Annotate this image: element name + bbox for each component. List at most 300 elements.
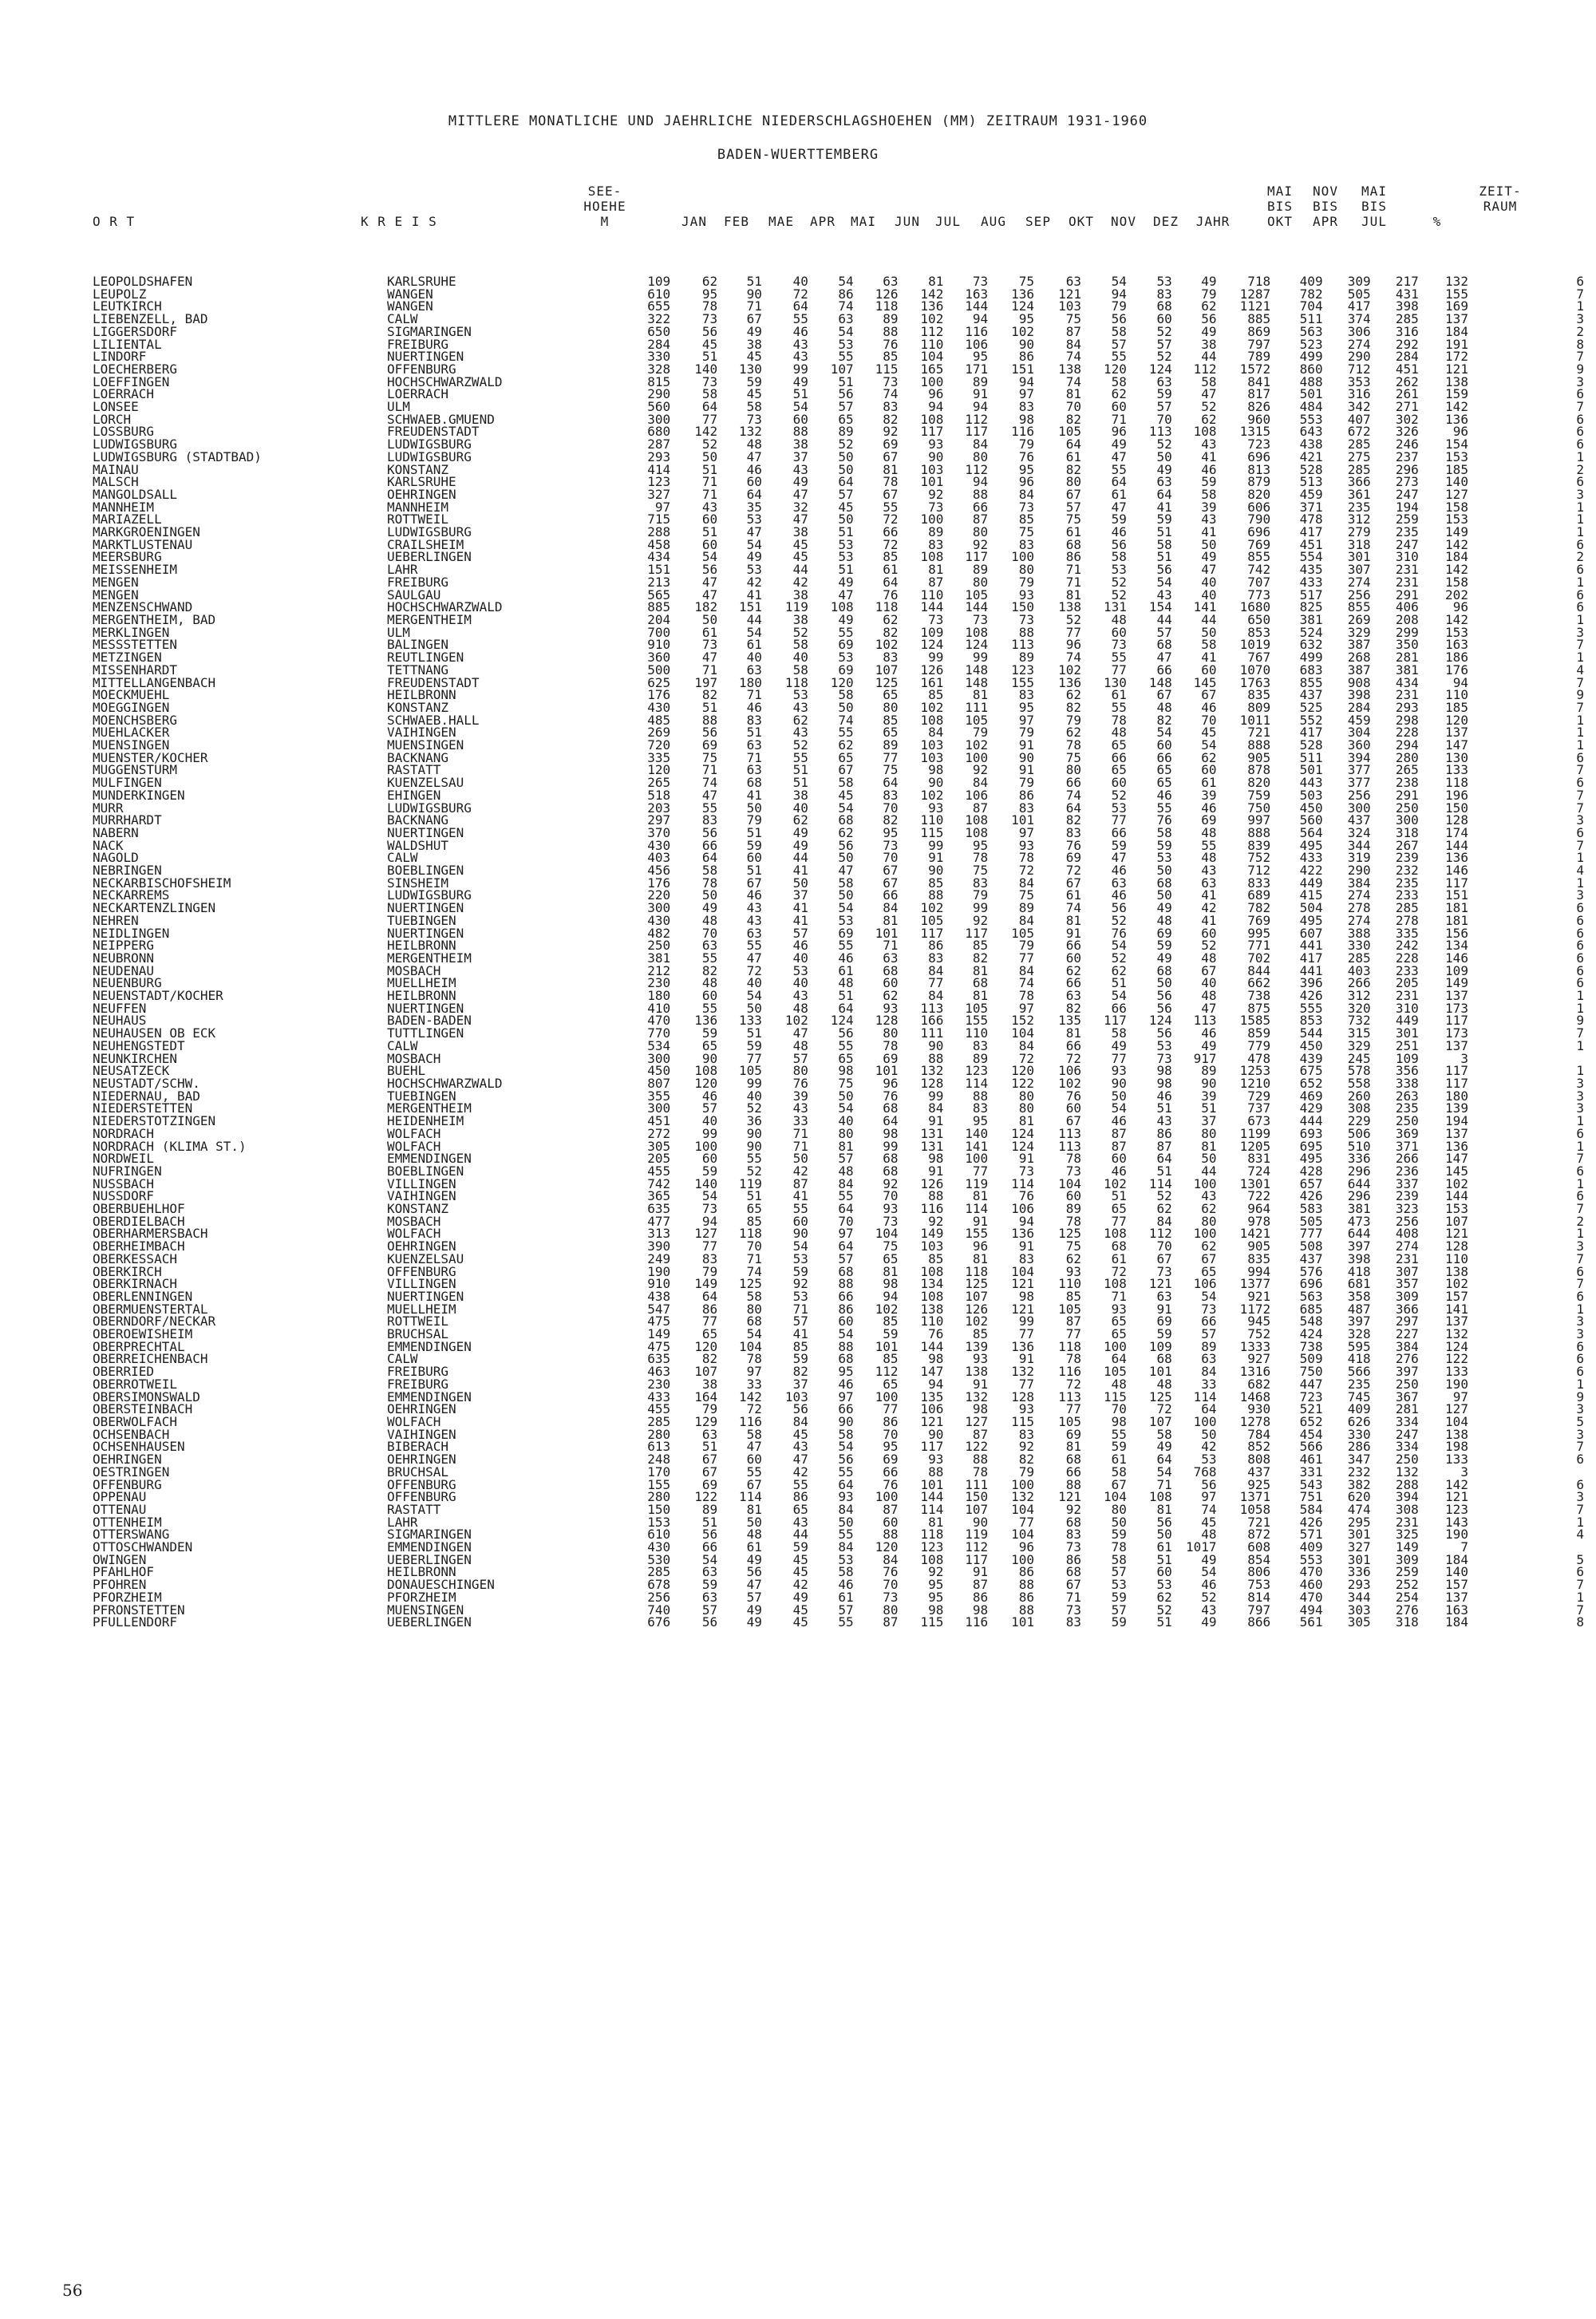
table-cell: 52 [1201, 1590, 1217, 1604]
table-cell: 58 [1201, 375, 1217, 389]
header-zeitraum: ZEIT- RAUM [1479, 184, 1522, 214]
table-cell: 43 [792, 463, 808, 476]
district-name: NUERTINGEN [386, 826, 464, 840]
header-month: JUL [935, 214, 961, 229]
table-cell: 119 [738, 1177, 762, 1191]
table-cell: 1 [1576, 851, 1584, 865]
table-cell: 250 [1395, 1115, 1419, 1128]
table-cell: 186 [1445, 651, 1468, 664]
table-cell: 66 [1111, 826, 1127, 840]
station-name: PFRONSTETTEN [93, 1603, 185, 1617]
table-row [0, 764, 1584, 776]
table-cell: 176 [647, 689, 671, 701]
table-cell: 102 [1058, 663, 1082, 677]
document-subtitle: BADEN-WUERTTEMBERG [717, 147, 879, 163]
table-cell: 110 [920, 814, 944, 827]
table-row [0, 1178, 1584, 1191]
table-cell: 101 [1011, 814, 1035, 827]
table-cell: 418 [1347, 1353, 1371, 1366]
table-cell: 124 [1148, 1014, 1172, 1028]
table-cell: 180 [738, 676, 762, 689]
table-cell: 91 [1018, 1240, 1035, 1253]
station-name: PFULLENDORF [93, 1616, 177, 1629]
table-cell: 1210 [1239, 1077, 1271, 1090]
table-cell: 73 [1201, 1302, 1217, 1316]
table-cell: 97 [746, 1365, 762, 1378]
table-cell: 96 [972, 1240, 989, 1253]
table-cell: 122 [965, 1440, 989, 1454]
table-cell: 50 [701, 450, 718, 464]
table-cell: 146 [1445, 951, 1468, 965]
table-cell: 406 [1395, 601, 1419, 614]
table-cell: 456 [647, 864, 671, 877]
station-name: LORCH [93, 413, 132, 426]
table-cell: 683 [1299, 663, 1323, 677]
table-cell: 1 [1576, 513, 1584, 527]
table-cell: 81 [928, 563, 944, 576]
table-cell: 114 [965, 1203, 989, 1215]
table-cell: 97 [838, 1227, 854, 1241]
table-cell: 43 [792, 1515, 808, 1529]
table-cell: 398 [1395, 300, 1419, 314]
table-cell: 52 [792, 739, 808, 752]
table-cell: 750 [1247, 801, 1271, 815]
table-cell: 44 [1201, 350, 1217, 363]
table-cell: 347 [1347, 1453, 1371, 1466]
table-cell: 99 [928, 1089, 944, 1103]
table-cell: 524 [1299, 626, 1323, 639]
table-cell: 80 [972, 526, 989, 539]
table-row [0, 326, 1584, 338]
station-name: OBERWOLFACH [93, 1415, 177, 1428]
district-name: UEBERLINGEN [386, 551, 472, 564]
table-cell: 157 [1445, 1290, 1468, 1303]
table-cell: 112 [1193, 362, 1217, 376]
table-cell: 269 [1347, 613, 1371, 626]
table-cell: 62 [1065, 964, 1082, 978]
table-cell: 449 [1395, 1014, 1419, 1028]
table-cell: 74 [1065, 651, 1082, 664]
table-cell: 53 [838, 338, 854, 351]
table-cell: 138 [920, 1302, 944, 1316]
table-cell: 48 [1156, 1377, 1172, 1391]
table-cell: 80 [883, 1603, 899, 1617]
table-cell: 1763 [1239, 676, 1271, 689]
table-cell: 328 [647, 362, 671, 376]
table-cell: 6 [1576, 1340, 1584, 1353]
table-cell: 61 [1065, 889, 1082, 903]
table-cell: 102 [1104, 1177, 1127, 1191]
table-cell: 417 [1299, 951, 1323, 965]
table-cell: 68 [1156, 638, 1172, 652]
table-cell: 88 [1018, 626, 1035, 639]
table-cell: 309 [1347, 275, 1371, 288]
table-cell: 231 [1395, 990, 1419, 1002]
table-row [0, 288, 1584, 301]
table-cell: 60 [1156, 1566, 1172, 1579]
table-cell: 114 [920, 1503, 944, 1516]
table-row [0, 626, 1584, 639]
table-cell: 55 [746, 939, 762, 952]
table-cell: 85 [928, 876, 944, 890]
table-cell: 97 [838, 1390, 854, 1404]
table-cell: 1253 [1239, 1065, 1271, 1077]
table-row [0, 413, 1584, 426]
table-cell: 652 [1299, 1415, 1323, 1428]
district-name: MOSBACH [386, 1052, 441, 1065]
table-cell: 102 [920, 701, 944, 714]
table-cell: 885 [647, 601, 671, 614]
table-cell: 42 [1201, 1440, 1217, 1454]
table-cell: 122 [1011, 1077, 1035, 1090]
table-cell: 301 [1347, 551, 1371, 564]
table-cell: 63 [1201, 1353, 1217, 1366]
table-cell: 54 [746, 626, 762, 639]
table-cell: 769 [1247, 538, 1271, 551]
table-cell: 50 [838, 889, 854, 903]
table-cell: 45 [746, 350, 762, 363]
table-cell: 288 [647, 526, 671, 539]
table-cell: 73 [1018, 1164, 1035, 1178]
table-cell: 231 [1395, 1252, 1419, 1266]
table-cell: 61 [701, 626, 718, 639]
table-cell: 1017 [1186, 1541, 1217, 1554]
table-cell: 460 [1299, 1578, 1323, 1591]
table-cell: 68 [1065, 1453, 1082, 1466]
table-cell: 143 [1445, 1515, 1468, 1529]
table-cell: 90 [746, 287, 762, 301]
table-cell: 61 [1065, 526, 1082, 539]
table-cell: 693 [1299, 1127, 1323, 1140]
document-title: MITTLERE MONATLICHE UND JAEHRLICHE NIEDERSCHLAGSHOEHEN (MM) ZEITRAUM 1931-1960 [448, 113, 1148, 129]
table-cell: 72 [1065, 864, 1082, 877]
table-cell: 73 [1065, 1603, 1082, 1617]
table-cell: 437 [1247, 1465, 1271, 1479]
table-cell: 835 [1247, 1252, 1271, 1266]
station-name: NEUSATZECK [93, 1065, 170, 1077]
table-cell: 85 [972, 1328, 989, 1341]
table-cell: 92 [928, 488, 944, 501]
table-cell: 92 [883, 425, 899, 439]
table-cell: 55 [1111, 463, 1127, 476]
table-cell: 81 [883, 914, 899, 927]
table-cell: 95 [928, 1590, 944, 1604]
table-cell: 297 [647, 814, 671, 827]
table-cell: 68 [1065, 1515, 1082, 1529]
table-cell: 73 [1065, 1541, 1082, 1554]
table-cell: 205 [1395, 977, 1419, 990]
table-cell: 67 [1065, 876, 1082, 890]
table-cell: 62 [792, 713, 808, 727]
table-cell: 49 [1111, 1039, 1127, 1053]
table-cell: 245 [1347, 1052, 1371, 1065]
table-cell: 136 [1011, 1227, 1035, 1241]
table-cell: 105 [920, 914, 944, 927]
table-cell: 180 [647, 990, 671, 1002]
table-cell: 90 [928, 1039, 944, 1053]
table-cell: 499 [1299, 350, 1323, 363]
table-cell: 51 [746, 1027, 762, 1040]
table-cell: 635 [647, 1353, 671, 1366]
table-cell: 108 [694, 1065, 718, 1077]
table-cell: 70 [746, 1240, 762, 1253]
table-cell: 100 [1193, 1415, 1217, 1428]
table-cell: 56 [701, 726, 718, 740]
table-cell: 54 [838, 275, 854, 288]
table-cell: 91 [1018, 739, 1035, 752]
table-cell: 51 [701, 1515, 718, 1529]
table-cell: 73 [928, 613, 944, 626]
table-cell: 126 [920, 1177, 944, 1191]
table-cell: 132 [1395, 1465, 1419, 1479]
table-cell: 107 [965, 1290, 989, 1303]
table-cell: 97 [1018, 713, 1035, 727]
table-cell: 121 [1011, 1278, 1035, 1290]
table-cell: 414 [647, 463, 671, 476]
table-cell: 60 [746, 476, 762, 488]
table-cell: 59 [701, 1027, 718, 1040]
table-cell: 82 [792, 1365, 808, 1378]
table-cell: 925 [1247, 1478, 1271, 1491]
table-cell: 53 [838, 538, 854, 551]
table-cell: 46 [746, 701, 762, 714]
table-cell: 88 [838, 1278, 854, 1290]
table-cell: 92 [1065, 1503, 1082, 1516]
table-cell: 121 [1058, 1491, 1082, 1503]
table-cell: 136 [1011, 287, 1035, 301]
table-cell: 396 [1299, 977, 1323, 990]
table-cell: 79 [701, 1265, 718, 1278]
table-cell: 42 [792, 575, 808, 589]
district-name: MUELLHEIM [386, 1302, 456, 1316]
district-name: RASTATT [386, 764, 441, 777]
table-cell: 513 [1299, 476, 1323, 488]
table-cell: 106 [1011, 1203, 1035, 1215]
table-cell: 105 [1058, 1415, 1082, 1428]
table-cell: 4 [1576, 663, 1584, 677]
district-name: MANNHEIM [386, 500, 449, 514]
district-name: LUDWIGSBURG [386, 438, 472, 451]
table-cell: 55 [1111, 701, 1127, 714]
table-cell: 64 [701, 401, 718, 413]
table-cell: 330 [1347, 939, 1371, 952]
table-cell: 41 [1201, 450, 1217, 464]
table-cell: 410 [647, 1001, 671, 1015]
table-cell: 73 [1156, 1052, 1172, 1065]
table-cell: 83 [883, 401, 899, 413]
table-cell: 136 [1445, 1140, 1468, 1153]
table-cell: 78 [883, 476, 899, 488]
table-row [0, 1566, 1584, 1578]
table-cell: 82 [972, 951, 989, 965]
table-cell: 50 [1111, 1515, 1127, 1529]
table-cell: 675 [1299, 1065, 1323, 1077]
table-cell: 44 [792, 1528, 808, 1542]
table-cell: 54 [1111, 1102, 1127, 1116]
table-cell: 910 [647, 1278, 671, 1290]
table-cell: 84 [792, 1415, 808, 1428]
table-cell: 93 [838, 1491, 854, 1503]
table-cell: 182 [694, 601, 718, 614]
table-cell: 7 [1576, 1203, 1584, 1215]
station-name: MEERSBURG [93, 551, 162, 564]
table-cell: 71 [1111, 1290, 1127, 1303]
table-cell: 69 [1065, 1428, 1082, 1441]
table-cell: 96 [883, 1077, 899, 1090]
table-cell: 46 [1201, 1027, 1217, 1040]
table-cell: 121 [1445, 362, 1468, 376]
table-cell: 732 [1347, 1014, 1371, 1028]
table-cell: 89 [1018, 651, 1035, 664]
table-cell: 409 [1299, 275, 1323, 288]
table-cell: 100 [920, 513, 944, 527]
table-cell: 921 [1247, 1290, 1271, 1303]
table-cell: 64 [701, 851, 718, 865]
table-cell: 65 [1201, 1265, 1217, 1278]
table-cell: 138 [965, 1365, 989, 1378]
table-cell: 81 [1156, 1503, 1172, 1516]
table-cell: 44 [1156, 613, 1172, 626]
district-name: LUDWIGSBURG [386, 450, 472, 464]
table-cell: 74 [1065, 350, 1082, 363]
table-cell: 43 [792, 726, 808, 740]
table-row [0, 601, 1584, 614]
table-cell: 86 [1018, 788, 1035, 802]
table-cell: 184 [1445, 1553, 1468, 1566]
table-cell: 60 [701, 513, 718, 527]
table-cell: 54 [1201, 1290, 1217, 1303]
table-cell: 50 [1201, 1152, 1217, 1165]
table-cell: 313 [647, 1227, 671, 1241]
table-cell: 251 [1395, 1039, 1419, 1053]
table-cell: 108 [1104, 1278, 1127, 1290]
table-cell: 650 [647, 325, 671, 338]
table-cell: 272 [647, 1127, 671, 1140]
table-cell: 41 [792, 1328, 808, 1341]
table-cell: 235 [1395, 1102, 1419, 1116]
table-cell: 75 [1065, 1240, 1082, 1253]
table-cell: 300 [1395, 814, 1419, 827]
table-cell: 49 [1156, 463, 1172, 476]
table-cell: 584 [1299, 1503, 1323, 1516]
table-cell: 150 [1445, 801, 1468, 815]
district-name: NUERTINGEN [386, 350, 464, 363]
table-cell: 47 [701, 588, 718, 602]
table-cell: 81 [972, 1252, 989, 1266]
table-cell: 308 [1347, 1102, 1371, 1116]
station-name: NECKARTENZLINGEN [93, 902, 216, 915]
table-cell: 95 [1018, 701, 1035, 714]
table-cell: 63 [746, 739, 762, 752]
table-cell: 6 [1576, 438, 1584, 451]
table-cell: 97 [1018, 1001, 1035, 1015]
table-cell: 91 [1018, 764, 1035, 777]
table-cell: 79 [1018, 575, 1035, 589]
district-name: EMMENDINGEN [386, 1152, 472, 1165]
table-cell: 53 [792, 1252, 808, 1266]
table-cell: 57 [1065, 500, 1082, 514]
table-cell: 239 [1395, 851, 1419, 865]
table-cell: 132 [1445, 275, 1468, 288]
table-cell: 52 [1201, 939, 1217, 952]
table-cell: 7 [1460, 1541, 1468, 1554]
table-cell: 100 [694, 1140, 718, 1153]
table-cell: 132 [965, 1390, 989, 1404]
table-cell: 50 [1156, 864, 1172, 877]
table-cell: 73 [701, 638, 718, 652]
table-cell: 723 [1299, 1390, 1323, 1404]
table-cell: 86 [1018, 1590, 1035, 1604]
table-cell: 159 [1445, 388, 1468, 401]
table-cell: 78 [701, 300, 718, 314]
table-cell: 63 [883, 275, 899, 288]
table-cell: 459 [1347, 713, 1371, 727]
table-cell: 120 [694, 1340, 718, 1353]
table-cell: 55 [838, 1039, 854, 1053]
district-name: HEILBRONN [386, 939, 456, 952]
district-name: MOSBACH [386, 964, 441, 978]
station-name: OCHSENHAUSEN [93, 1440, 185, 1454]
table-row [0, 1090, 1584, 1103]
table-cell: 44 [1201, 613, 1217, 626]
table-cell: 608 [1247, 1541, 1271, 1554]
table-cell: 8 [1576, 1616, 1584, 1629]
table-cell: 3 [1576, 1077, 1584, 1090]
table-cell: 65 [1156, 764, 1172, 777]
district-name: NUERTINGEN [386, 1001, 464, 1015]
table-cell: 80 [1065, 476, 1082, 488]
table-cell: 7 [1576, 1578, 1584, 1591]
table-cell: 7 [1576, 287, 1584, 301]
table-cell: 84 [928, 990, 944, 1002]
table-cell: 715 [647, 513, 671, 527]
table-cell: 147 [920, 1365, 944, 1378]
table-cell: 88 [972, 1089, 989, 1103]
table-cell: 809 [1247, 701, 1271, 714]
table-cell: 91 [1065, 926, 1082, 940]
table-cell: 102 [965, 739, 989, 752]
table-cell: 51 [838, 563, 854, 576]
table-cell: 1585 [1239, 1014, 1271, 1028]
table-cell: 47 [1156, 651, 1172, 664]
table-cell: 51 [1111, 1190, 1127, 1203]
table-cell: 506 [1347, 1127, 1371, 1140]
table-cell: 40 [701, 1115, 718, 1128]
table-cell: 68 [972, 977, 989, 990]
table-cell: 191 [1445, 338, 1468, 351]
district-name: WALDSHUT [386, 839, 449, 852]
table-cell: 89 [972, 375, 989, 389]
table-cell: 45 [792, 1616, 808, 1629]
table-cell: 110 [1445, 1252, 1468, 1266]
table-cell: 75 [1065, 751, 1082, 764]
table-cell: 58 [1156, 826, 1172, 840]
table-cell: 109 [1148, 1340, 1172, 1353]
table-cell: 73 [1065, 1164, 1082, 1178]
table-cell: 38 [701, 1377, 718, 1391]
table-cell: 6 [1576, 1164, 1584, 1178]
table-cell: 93 [1018, 1403, 1035, 1416]
table-cell: 87 [1065, 325, 1082, 338]
table-cell: 171 [965, 362, 989, 376]
table-cell: 6 [1576, 776, 1584, 789]
table-cell: 121 [1011, 1302, 1035, 1316]
table-cell: 236 [1395, 1164, 1419, 1178]
station-name: OBERNDORF/NECKAR [93, 1315, 216, 1329]
table-cell: 91 [1018, 1353, 1035, 1366]
table-cell: 118 [1058, 1340, 1082, 1353]
table-cell: 64 [746, 488, 762, 501]
